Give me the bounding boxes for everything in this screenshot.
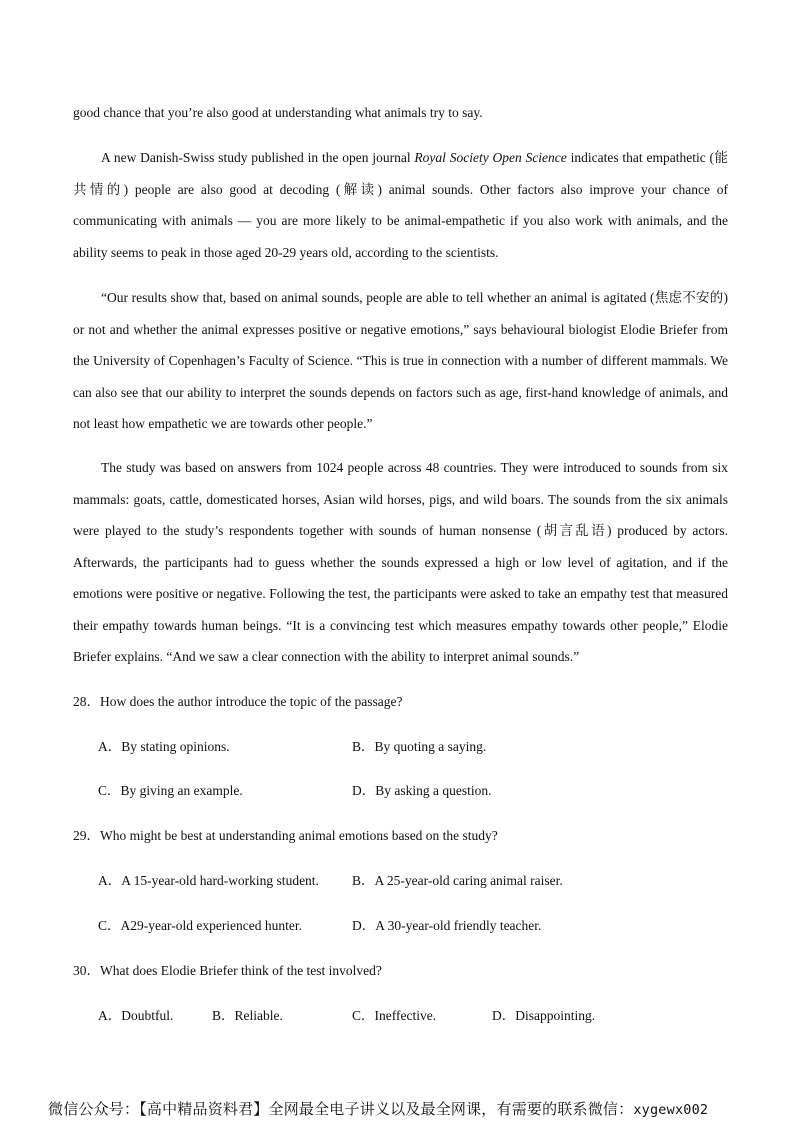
question-28: 28．How does the author introduce the topic of the passage? bbox=[73, 694, 403, 709]
question-30-option-a: A．Doubtful. bbox=[98, 1008, 174, 1023]
footer-text: 微信公众号：【高中精品资料君】全网最全电子讲义以及最全网课，有需要的联系微信： bbox=[48, 1100, 634, 1118]
question-30-option-d: D．Disappointing. bbox=[492, 1008, 596, 1023]
question-29-option-d: D．A 30-year-old friendly teacher. bbox=[352, 918, 542, 933]
paragraph-2-text: “Our results show that, based on animal sounds, people are able to tell whether an animal is agitated (焦虑不安的) or not and whether the animal expresses positive or negative emotions,” says behavioural biologist Elodie Briefer from the University of Copenhagen’s Faculty of Science. “This is true in connection with a number of different mammals. We can also see that our ability to interpret the sounds depends on factors such as age, first-hand knowledge of animals, and not least how empathetic we are towards other people.” bbox=[73, 290, 728, 431]
paragraph-1-text-a: A new Danish-Swiss study published in the open journal bbox=[101, 150, 415, 165]
question-28-option-b: B．By quoting a saying. bbox=[352, 739, 487, 754]
footer-watermark bbox=[48, 1098, 708, 1121]
question-30: 30．What does Elodie Briefer think of the test involved? bbox=[73, 963, 382, 978]
paragraph-1-text-b: indicates that empathetic (能共情的) people are also good at decoding (解读) animal sounds. Other factors also improve your chance of communicating with animals — you are more likely to be animal-empathetic if you also work with animals, and the ability seems to peak in those aged 20-29 years old, according to the scientists. bbox=[73, 150, 728, 260]
question-30-option-b: B．Reliable. bbox=[212, 1008, 283, 1023]
paragraph-continuation bbox=[73, 97, 728, 129]
paragraph-study-intro bbox=[73, 142, 728, 268]
paragraph-3-text: The study was based on answers from 1024 people across 48 countries. They were introduced to sounds from six mammals: goats, cattle, domesticated horses, Asian wild horses, pigs, and wild boars. The sounds from the six animals were played to the study’s respondents together with sounds of human nonsense (胡言乱语) produced by actors. Afterwards, the participants had to guess whether the sounds expressed a high or low level of agitation, and if the emotions were positive or negative. Following the test, the participants were asked to take an empathy test that measured their empathy towards human beings. “It is a convincing test which measures empathy towards other people,” Elodie Briefer explains. “And we saw a clear connection with the ability to interpret animal sounds.” bbox=[73, 460, 728, 664]
question-29-option-a: A．A 15-year-old hard-working student. bbox=[98, 873, 319, 888]
footer-wechat-id: xygewx002 bbox=[633, 1102, 709, 1118]
question-28-option-c: C．By giving an example. bbox=[98, 783, 243, 798]
question-29-option-c: C．A29-year-old experienced hunter. bbox=[98, 918, 303, 933]
paragraph-0-text: good chance that you’re also good at understanding what animals try to say. bbox=[73, 105, 483, 120]
question-28-option-d: D．By asking a question. bbox=[352, 783, 492, 798]
question-28-option-a: A．By stating opinions. bbox=[98, 739, 230, 754]
paragraph-study-details bbox=[73, 452, 728, 673]
question-29: 29．Who might be best at understanding animal emotions based on the study? bbox=[73, 828, 498, 843]
question-30-option-c: C．Ineffective. bbox=[352, 1008, 437, 1023]
journal-name: Royal Society Open Science bbox=[414, 150, 567, 165]
question-29-option-b: B．A 25-year-old caring animal raiser. bbox=[352, 873, 563, 888]
paragraph-quote bbox=[73, 282, 728, 440]
